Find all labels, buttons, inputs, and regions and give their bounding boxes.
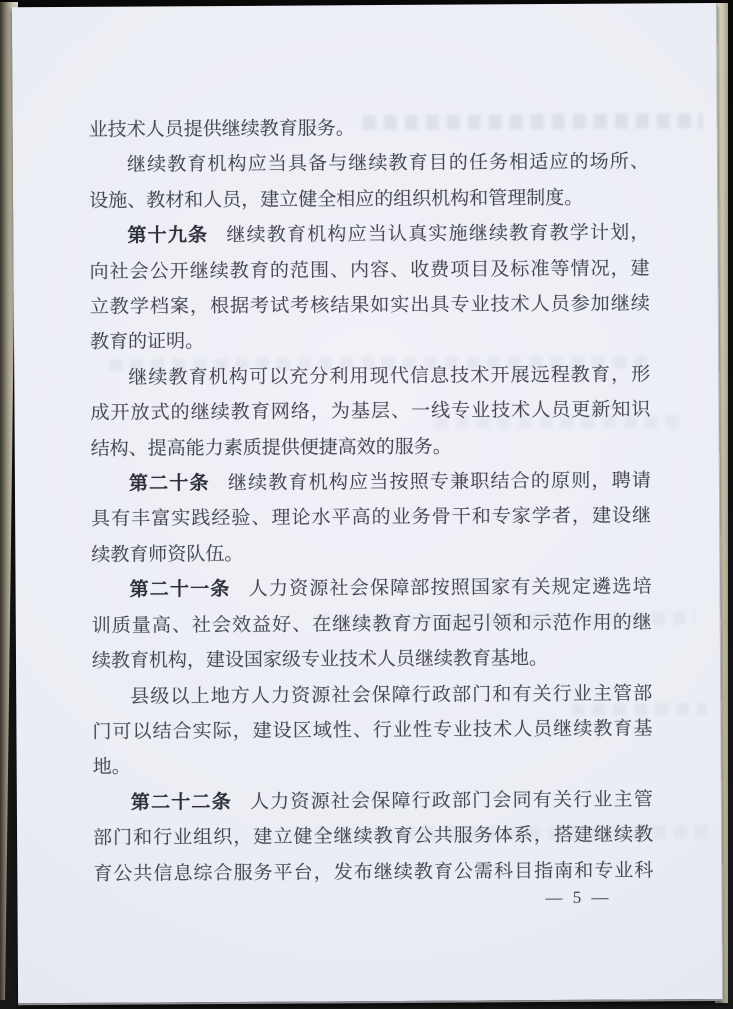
body-paragraph [92, 676, 653, 786]
line-text: 人力资源社会保障行政部门会同有关行业主管 [248, 789, 653, 813]
text-line: 地。 [92, 756, 131, 779]
text-line [91, 463, 651, 502]
body-paragraph [89, 145, 649, 219]
article-paragraph [91, 463, 652, 573]
article-number: 第二十一条 [129, 579, 231, 601]
article-number: 第十九条 [127, 225, 209, 247]
article-paragraph [93, 782, 654, 892]
text-line: 结构、提高能力素质提供便捷高效的服务。 [90, 436, 452, 460]
text-line: 业技术人员提供继续教育服务。 [88, 118, 355, 141]
text-line: 续教育师资队伍。 [91, 543, 244, 566]
text-line: 设施、教材和人员，建立健全相应的组织机构和管理制度。 [89, 187, 584, 212]
line-text: 继续教育机构应当按照专兼职结合的原则，聘请 [226, 470, 651, 495]
line-text: 人力资源社会保障部按照国家有关规定遴选培 [247, 576, 652, 601]
text-line: 继续教育机构可以充分利用现代信息技术开展远程教育，形 [128, 364, 651, 389]
document-page [12, 3, 723, 1005]
text-line: 育公共信息综合服务平台，发布继续教育公需科目指南和专业科 [93, 859, 654, 885]
article-number: 第二十二条 [130, 791, 232, 814]
text-line [89, 216, 649, 255]
text-line: 具有丰富实践经验、理论水平高的业务骨干和专家学者，建设继 [91, 505, 652, 531]
article-number: 第二十条 [128, 473, 210, 495]
text-line: 成开放式的继续教育网络，为基层、一线专业技术人员更新知识 [90, 399, 651, 425]
text-line: 教育的证明。 [89, 331, 205, 354]
text-line: 立教学档案，根据考试考核结果如实出具专业技术人员参加继续 [89, 293, 650, 318]
text-line: 继续教育机构应当具备与继续教育目的任务相适应的场所、 [126, 151, 650, 177]
text-line: 向社会公开继续教育的范围、内容、收费项目及标准等情况，建 [89, 258, 650, 283]
body-paragraph [90, 357, 651, 467]
text-line: 门可以结合实际，建设区域性、行业性专业技术人员继续教育基 [92, 718, 653, 743]
text-line: 部门和行业组织，建立健全继续教育公共服务体系，搭建继续教 [93, 824, 654, 849]
article-paragraph [91, 570, 652, 680]
text-line: 训质量高、社会效益好、在继续教育方面起引领和示范作用的继 [91, 612, 652, 637]
page-number: — 5 — [545, 887, 612, 908]
document-text [88, 3, 653, 891]
text-line [93, 782, 653, 821]
body-paragraph [89, 109, 649, 148]
text-line: 续教育机构，建设国家级专业技术人员继续教育基地。 [91, 648, 549, 672]
line-text: 继续教育机构应当认真实施继续教育教学计划， [225, 222, 650, 247]
article-paragraph [89, 216, 650, 361]
text-line [91, 570, 651, 609]
text-line: 县级以上地方人力资源社会保障行政部门和有关行业主管部 [130, 682, 653, 708]
